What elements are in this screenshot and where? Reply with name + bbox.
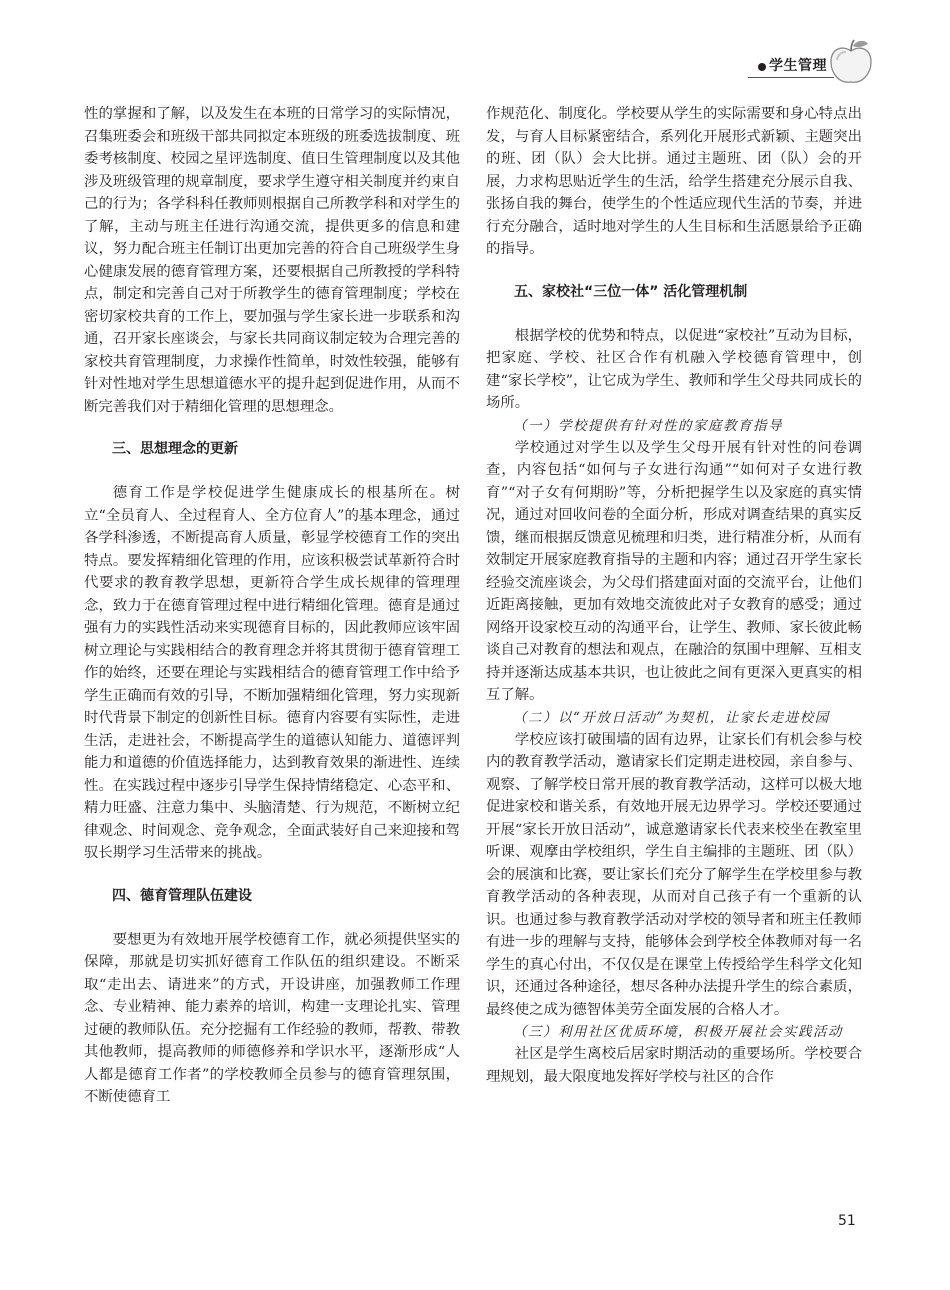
page-number: 51: [838, 1213, 856, 1229]
left-column: [84, 103, 460, 1109]
paragraph: 性的掌握和了解，以及发生在本班的日常学习的实际情况，召集班委会和班级干部共同拟定本班级的班委选拔制度、班委考核制度、校园之星评选制度、值日生管理制度以及其他涉及班级管理的规章制度，要求学生遵守相关制度并约束自己的行为；各学科科任教师则根据自己所教学科和对学生的了解，主动与班主任进行沟通交流，提供更多的信息和建议，努力配合班主任制订出更加完善的符合自己班级学生身心健康发展的德育管理方案，还要根据自己所教授的学科特点，制定和完善自己对于所教学生的德育管理制度；学校在密切家校共育的工作上，要加强与学生家长进一步联系和沟通，召开家长座谈会，与家长共同商议制定较为合理完善的家校共育管理制度，力求操作性简单，时效性较强，能够有针对性地对学生思想道德水平的提升起到促进作用，从而不断完善我们对于精细化管理的思想理念。: [84, 106, 460, 415]
apple-icon: [826, 38, 876, 86]
paragraph: 根据学校的优势和特点，以促进“家校社”互动为目标，把家庭、学校、社区合作有机融入学校德育管理中，创建“家长学校”，让它成为学生、教师和学生父母共同成长的场所。: [486, 327, 862, 411]
paragraph: 学校通过对学生以及学生父母开展有针对性的问卷调查，内容包括“如何与子女进行沟通”“如何对子女进行教育”“对子女有何期盼”等，分析把握学生以及家庭的真实情况，通过对回收问卷的全面分析，形成对调查结果的真实反馈，继而根据反馈意见梳理和归类，进行精准分析，从而有效制定开展家庭教育指导的主题和内容；通过召开学生家长经验交流座谈会，为父母们搭建面对面的交流平台，让他们近距离接触，更加有效地交流彼此对子女教育的感受；通过网络开设家校互动的沟通平台，让学生、教师、家长彼此畅谈自己对教育的想法和观点，在融洽的氛围中理解、互相支持并逐渐达成基本共识，也让彼此之间有更深入更真实的相互了解。: [486, 439, 862, 703]
paragraph: 要想更为有效地开展学校德育工作，就必须提供坚实的保障，那就是切实抓好德育工作队伍的组织建设。不断采取“走出去、请进来”的方式，开设讲座，加强教师工作理念、专业精神、能力素养的培训，构建一支理论扎实、管理过硬的教师队伍。充分挖掘有工作经验的教师，帮教、带教其他教师，提高教师的师德修养和学识水平，逐渐形成“人人都是德育工作者”的学校教师全员参与的德育管理氛围，不断使德育工: [84, 931, 460, 1105]
paragraph: 德育工作是学校促进学生健康成长的根基所在。树立“全员育人、全过程育人、全方位育人”的基本理念，通过各学科渗透，不断提高育人质量，彰显学校德育工作的突出特点。要发挥精细化管理的作用，应该积极尝试革新符合时代要求的教育教学思想，更新符合学生成长规律的管理理念，致力于在德育管理过程中进行精细化管理。德育是通过强有力的实践性活动来实现德育目标的，因此教师应该牢固树立理论与实践相结合的教育理念并将其贯彻于德育管理工作的始终，还要在理论与实践相结合的德育管理工作中给予学生正确而有效的引导，不断加强精细化管理，努力实现新时代背景下制定的创新性目标。德育内容要有实际性，走进生活，走进社会，不断提高学生的道德认知能力、道德评判能力和道德的价值选择能力，达到教育效果的渐进性、连续性。在实践过程中逐步引导学生保持情绪稳定、心态平和、精力旺盛、注意力集中、头脑清楚、行为规范，不断树立纪律观念、时间观念、竞争观念，全面武装好自己来迎接和驾驭长期学习生活带来的挑战。: [84, 485, 460, 861]
paragraph: 作规范化、制度化。学校要从学生的实际需要和身心特点出发，与育人目标紧密结合，系列化开展形式新颖、主题突出的班、团（队）会大比拼。通过主题班、团（队）会的开展，力求构思贴近学生的生活，给学生搭建充分展示自我、张扬自我的舞台，使学生的个性适应现代生活的节奏，并进行充分融合，适时地对学生的人生目标和生活愿景给予正确的指导。: [486, 106, 862, 257]
section-title: 学生管理: [769, 58, 827, 74]
paragraph: 社区是学生离校后居家时期活动的重要场所。学校要合理规划，最大限度地发挥好学校与社区的合作: [486, 1046, 862, 1085]
subsection-heading: （二）以“开放日活动”为契机，让家长走进校园: [513, 709, 830, 726]
bullet-icon: [758, 63, 766, 71]
section-heading: 四、德育管理队伍建设: [112, 887, 252, 904]
subsection-heading: （三）利用社区优质环境，积极开展社会实践活动: [513, 1024, 843, 1040]
section-heading: 五、家校社“三位一体” 活化管理机制: [514, 283, 748, 300]
section-heading: 三、思想理念的更新: [112, 441, 238, 457]
paragraph: 学校应该打破围墙的固有边界，让家长们有机会参与校内的教育教学活动，邀请家长们定期走进校园，亲自参与、观察、了解学校日常开展的教育教学活动，这样可以极大地促进家校和谐关系，有效地开展无边界学习。学校还要通过开展“家长开放日活动”，诚意邀请家长代表来校坐在教室里听课、观摩由学校组织，学生自主编排的主题班、团（队）会的展演和比赛，要让家长们充分了解学生在学校里参与教育教学活动的各种表现，从而对自己孩子有一个重新的认识。也通过参与教育教学活动对学校的领导者和班主任教师有进一步的理解与支持，能够体会到学校全体教师对每一名学生的真心付出，不仅仅是在课堂上传授给学生科学文化知识，还通过各种途径，想尽各种办法提升学生的综合素质，最终使之成为德智体美劳全面发展的合格人才。: [486, 731, 862, 1018]
header-rule: [748, 77, 834, 78]
subsection-heading: （一）学校提供有针对性的家庭教育指导: [513, 417, 783, 434]
right-column: [486, 103, 862, 1088]
